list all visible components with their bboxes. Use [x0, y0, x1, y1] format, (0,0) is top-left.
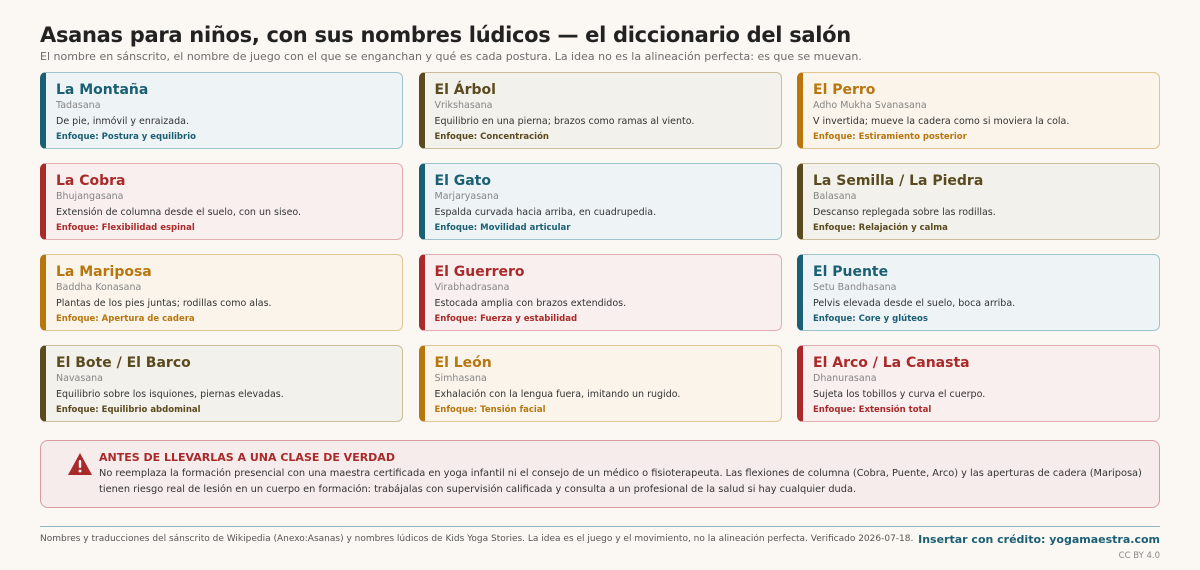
asana-description: V invertida; mueve la cadera como si moviera la cola. [813, 116, 1070, 127]
asana-sanskrit: Bhujangasana [56, 191, 124, 202]
asana-card [797, 72, 1160, 149]
asana-focus: Enfoque: Movilidad articular [434, 223, 571, 233]
asana-sanskrit: Balasana [813, 191, 857, 202]
asana-sanskrit: Vrikshasana [434, 100, 493, 111]
asana-focus: Enfoque: Extensión total [813, 405, 932, 415]
asana-sanskrit: Baddha Konasana [56, 282, 142, 293]
asana-sanskrit: Simhasana [434, 373, 487, 384]
asana-focus: Enfoque: Core y glúteos [813, 314, 928, 324]
warning-title: ANTES DE LLEVARLAS A UNA CLASE DE VERDAD [99, 451, 395, 464]
asana-name: La Montaña [56, 82, 149, 98]
asana-card [419, 345, 782, 422]
asana-card [797, 345, 1160, 422]
asana-name: El Gato [434, 173, 491, 189]
asana-name: La Semilla / La Piedra [813, 173, 984, 189]
asana-focus: Enfoque: Concentración [434, 132, 549, 142]
asana-description: Pelvis elevada desde el suelo, boca arriba. [813, 298, 1016, 309]
asana-card [40, 163, 403, 240]
asana-card [797, 163, 1160, 240]
asana-name: El Arco / La Canasta [813, 355, 970, 371]
asana-focus: Enfoque: Equilibrio abdominal [56, 405, 201, 415]
asana-focus: Enfoque: Estiramiento posterior [813, 132, 967, 142]
asana-description: Espalda curvada hacia arriba, en cuadrupedia. [434, 207, 657, 218]
asana-sanskrit: Setu Bandhasana [813, 282, 897, 293]
asana-sanskrit: Virabhadrasana [434, 282, 510, 293]
asana-description: Equilibrio sobre los isquiones, piernas elevadas. [56, 389, 284, 400]
asana-name: El Bote / El Barco [56, 355, 191, 371]
asana-card [40, 72, 403, 149]
asana-description: Sujeta los tobillos y curva el cuerpo. [813, 389, 986, 400]
asana-description: Exhalación con la lengua fuera, imitando un rugido. [434, 389, 681, 400]
asana-focus: Enfoque: Flexibilidad espinal [56, 223, 195, 233]
asana-description: Equilibrio en una pierna; brazos como ramas al viento. [434, 116, 695, 127]
asana-card [419, 254, 782, 331]
page-title: Asanas para niños, con sus nombres lúdicos — el diccionario del salón [40, 23, 851, 47]
asana-sanskrit: Marjaryasana [434, 191, 499, 202]
asana-name: El Puente [813, 264, 889, 280]
asana-focus: Enfoque: Postura y equilibrio [56, 132, 196, 142]
asana-focus: Enfoque: Relajación y calma [813, 223, 948, 233]
asana-focus: Enfoque: Tensión facial [434, 405, 546, 415]
asana-card [40, 254, 403, 331]
asana-sanskrit: Navasana [56, 373, 103, 384]
asana-description: Plantas de los pies juntas; rodillas como alas. [56, 298, 272, 309]
license-label: CC BY 4.0 [1118, 551, 1160, 561]
warning-text: No reemplaza la formación presencial con una maestra certificada en yoga infantil ni el consejo de un médico o fisioterapeuta. Las flexiones de columna (Cobra, Puente, Arco) y las aperturas de cadera (Mariposa) tienen riesgo real de lesión en un cuerpo en formación: trabájalas con supervisión calificada y consulta a un profesional de la salud si hay cualquier duda. [99, 468, 1142, 495]
asana-sanskrit: Dhanurasana [813, 373, 877, 384]
asana-description: Descanso replegada sobre las rodillas. [813, 207, 996, 218]
footer-source-note: Nombres y traducciones del sánscrito de Wikipedia (Anexo:Asanas) y nombres lúdicos de Kids Yoga Stories. La idea es el juego y el movimiento, no la alineación perfecta. Verificado 2026-07-18. [40, 534, 914, 544]
asana-card [419, 163, 782, 240]
asana-description: De pie, inmóvil y enraizada. [56, 116, 189, 127]
warning-triangle-icon [67, 452, 93, 476]
asana-description: Extensión de columna desde el suelo, con un siseo. [56, 207, 302, 218]
safety-warning-box [40, 440, 1160, 508]
asana-name: La Mariposa [56, 264, 152, 280]
page-header [40, 22, 1160, 64]
asana-card [419, 72, 782, 149]
asana-card [40, 345, 403, 422]
page-subtitle: El nombre en sánscrito, el nombre de juego con el que se enganchan y qué es cada postura. La idea no es la alineación perfecta: es que se muevan. [40, 50, 862, 63]
asana-name: La Cobra [56, 173, 126, 189]
asana-focus: Enfoque: Apertura de cadera [56, 314, 195, 324]
asana-name: El León [434, 355, 492, 371]
asana-name: El Árbol [434, 82, 496, 98]
asana-card [797, 254, 1160, 331]
asana-sanskrit: Adho Mukha Svanasana [813, 100, 927, 111]
asana-name: El Perro [813, 82, 876, 98]
asana-description: Estocada amplia con brazos extendidos. [434, 298, 627, 309]
embed-credit-link[interactable]: Insertar con crédito: yogamaestra.com [918, 533, 1160, 546]
asana-focus: Enfoque: Fuerza y estabilidad [434, 314, 578, 324]
asana-name: El Guerrero [434, 264, 525, 280]
footer-divider [40, 526, 1160, 527]
asana-sanskrit: Tadasana [56, 100, 101, 111]
asana-grid [40, 72, 1160, 422]
